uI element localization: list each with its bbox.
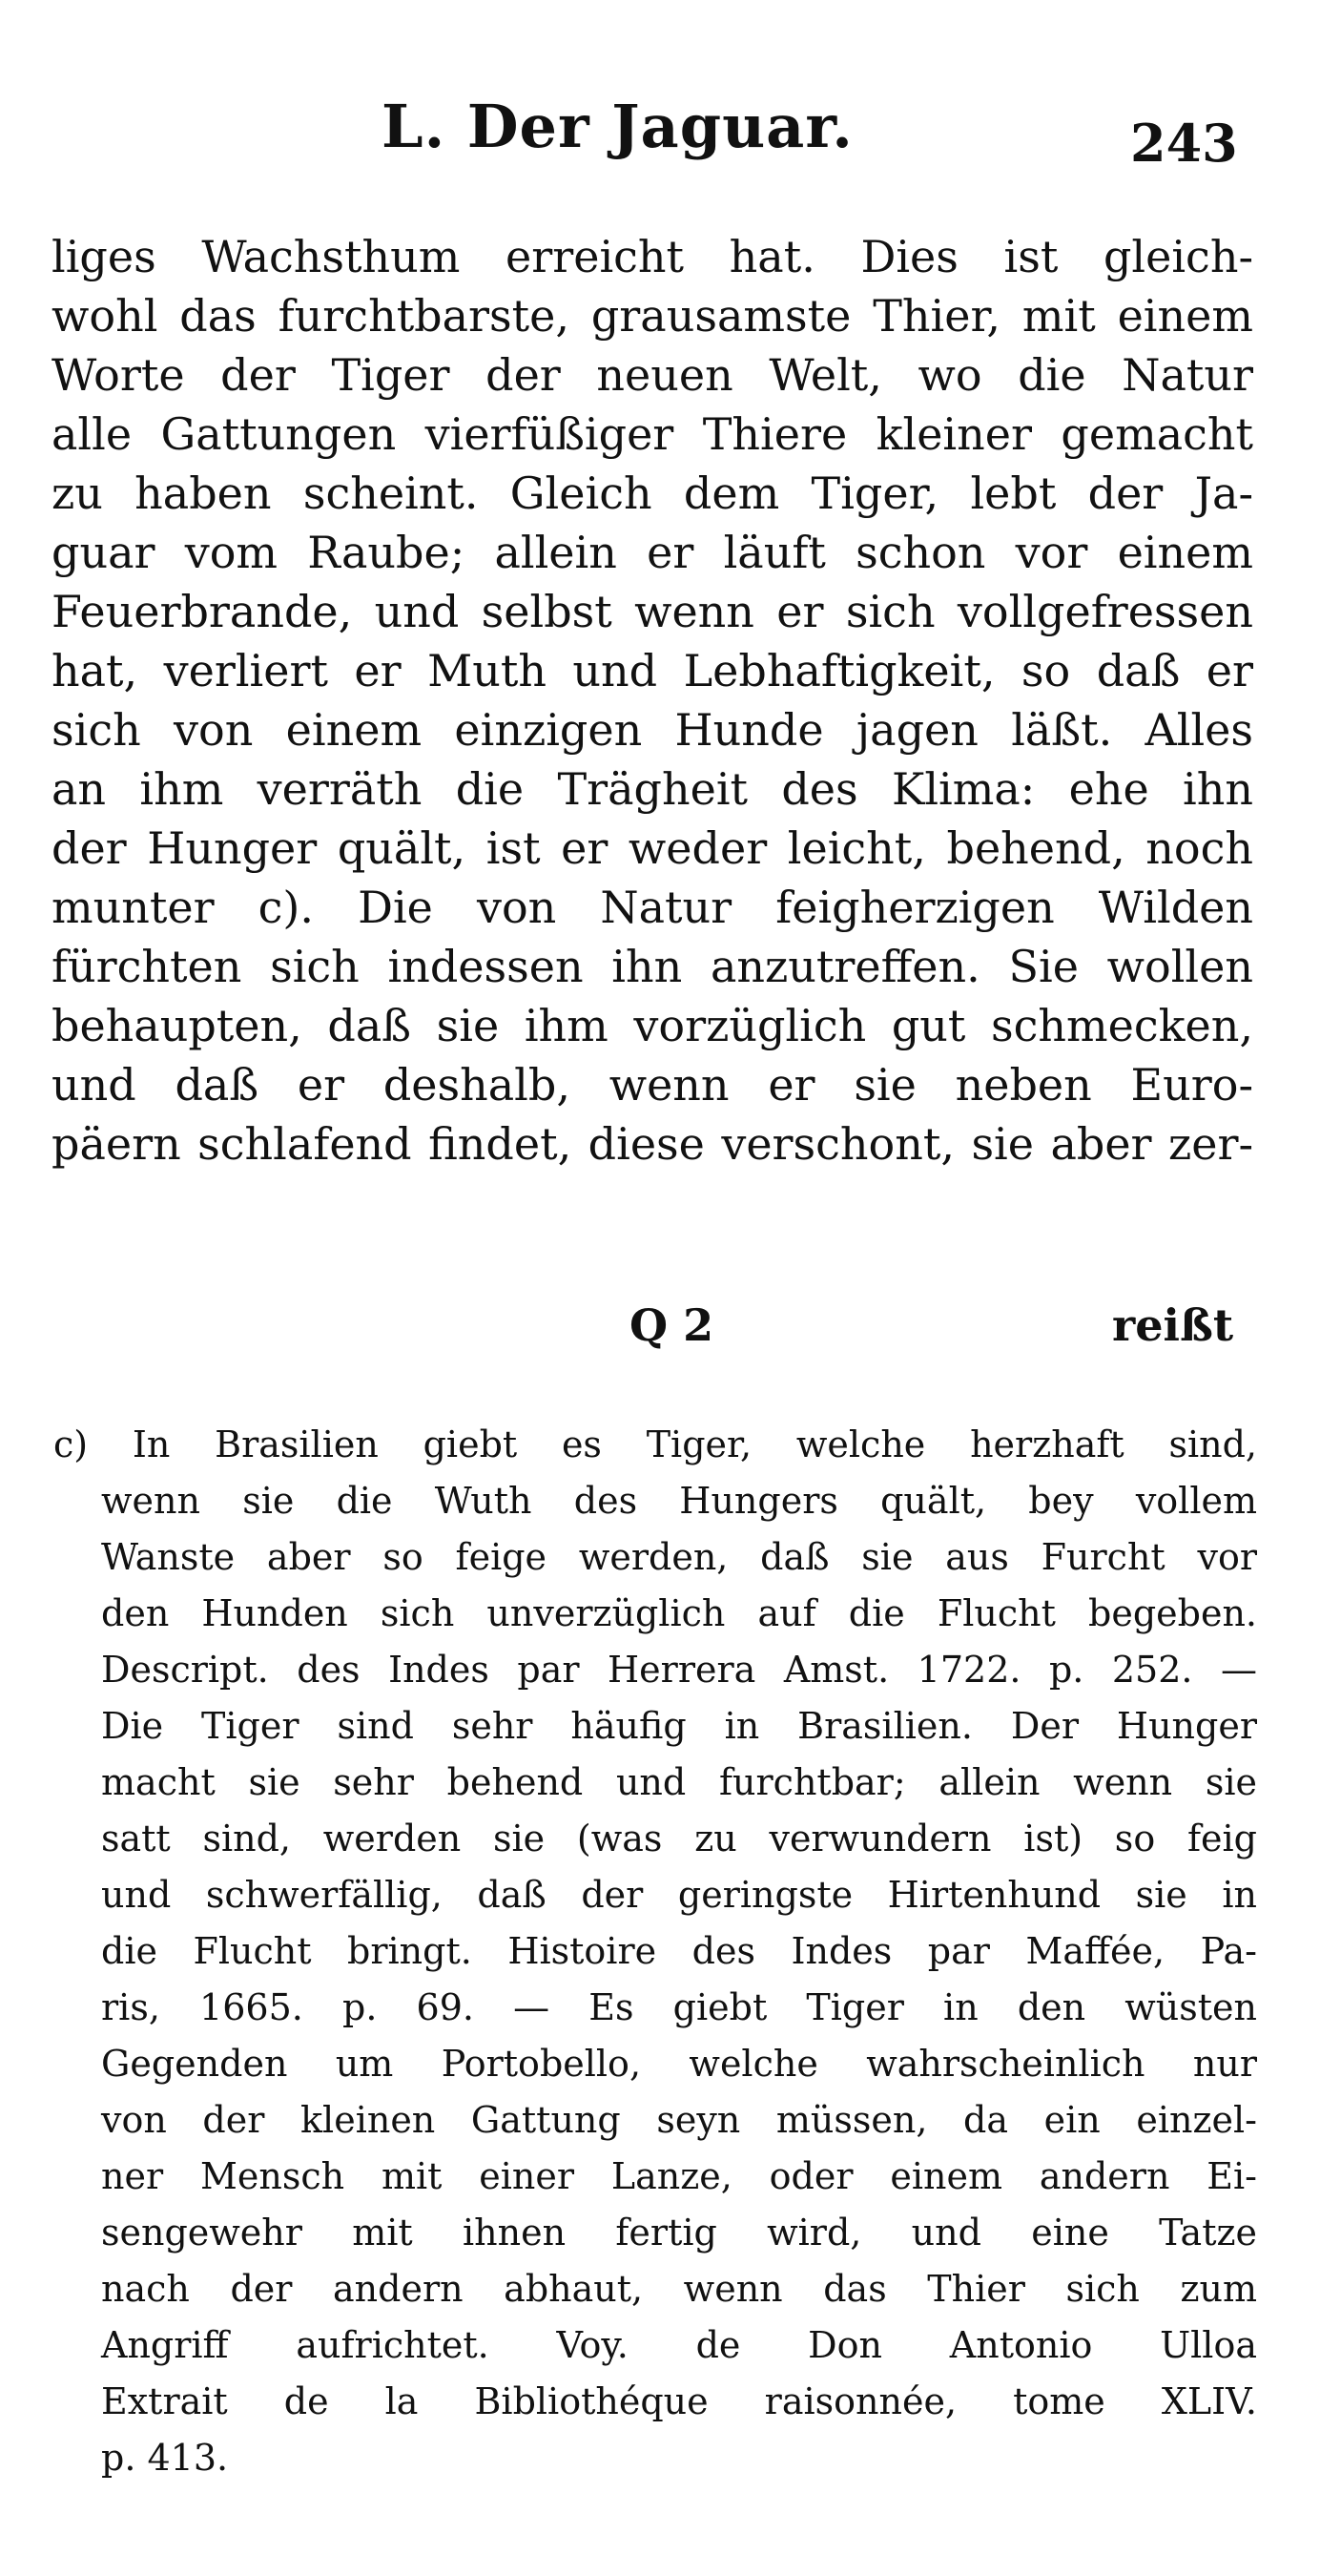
main-text [52, 227, 1253, 1174]
footnote-line: Gegenden um Portobello, welche wahrscheinlich nur [101, 2043, 1257, 2085]
text-line: Worte der Tiger der neuen Welt, wo die Natur [52, 349, 1253, 401]
text-line: päern schlafend findet, diese verschont, sie aber zer- [52, 1118, 1253, 1170]
footnote-line: nach der andern abhaut, wenn das Thier sich zum [101, 2268, 1257, 2310]
footnote-line: ris, 1665. p. 69. — Es giebt Tiger in den wüsten [101, 1986, 1257, 2028]
text-line: und daß er deshalb, wenn er sie neben Euro- [52, 1059, 1253, 1111]
footnote-line: Extrait de la Bibliothéque raisonnée, tome XLIV. [101, 2380, 1257, 2422]
text-line: alle Gattungen vierfüßiger Thiere kleiner gemacht [52, 408, 1253, 460]
text-line: munter c). Die von Natur feigherzigen Wilden [52, 882, 1253, 933]
footnote-line: wenn sie die Wuth des Hungers quält, bey vollem [101, 1480, 1257, 1522]
text-line: sich von einem einzigen Hunde jagen läßt. Alles [52, 704, 1253, 756]
text-line: wohl das furchtbarste, grausamste Thier, mit einem [52, 290, 1253, 342]
footnote-line: p. 413. [101, 2437, 229, 2479]
footnote-line: Die Tiger sind sehr häufig in Brasilien. Der Hunger [101, 1705, 1257, 1747]
text-line: zu haben scheint. Gleich dem Tiger, lebt der Ja- [52, 467, 1253, 519]
text-line: liges Wachsthum erreicht hat. Dies ist gleich- [52, 231, 1253, 282]
text-line: behaupten, daß sie ihm vorzüglich gut schmecken, [52, 1000, 1253, 1051]
footnote-line: Wanste aber so feige werden, daß sie aus Furcht vor [101, 1536, 1257, 1578]
footnote-line: und schwerfällig, daß der geringste Hirtenhund sie in [101, 1874, 1257, 1916]
footnote-line: den Hunden sich unverzüglich auf die Flucht begeben. [101, 1592, 1257, 1634]
footnote-line: die Flucht bringt. Histoire des Indes par Maffée, Pa- [101, 1930, 1257, 1972]
signature-line [0, 1299, 1320, 1359]
text-line: guar vom Raube; allein er läuft schon vor einem [52, 527, 1253, 578]
footnote-line: Angriff aufrichtet. Voy. de Don Antonio Ulloa [101, 2324, 1257, 2366]
footnote-line: satt sind, werden sie (was zu verwundern ist) so feig [101, 1818, 1257, 1859]
page-number: 243 [1130, 113, 1238, 174]
text-line: hat, verliert er Muth und Lebhaftigkeit, so daß er [52, 645, 1253, 696]
signature-mark: Q 2 [629, 1299, 714, 1351]
text-line: der Hunger quält, ist er weder leicht, behend, noch [52, 822, 1253, 874]
catchword: reißt [1112, 1299, 1234, 1351]
footnote-line: macht sie sehr behend und furchtbar; allein wenn sie [101, 1761, 1257, 1803]
footnote-line: c) In Brasilien giebt es Tiger, welche herzhaft sind, [53, 1423, 1257, 1465]
running-header: L. Der Jaguar. [382, 92, 854, 161]
footnote-line: Descript. des Indes par Herrera Amst. 1722. p. 252. — [101, 1649, 1257, 1691]
text-line: Feuerbrande, und selbst wenn er sich vollgefressen [52, 586, 1253, 637]
text-line: an ihm verräth die Trägheit des Klima: ehe ihn [52, 763, 1253, 815]
text-line: fürchten sich indessen ihn anzutreffen. Sie wollen [52, 941, 1253, 992]
footnote [53, 1417, 1257, 2486]
footnote-line: von der kleinen Gattung seyn müssen, da ein einzel- [101, 2099, 1257, 2141]
footnote-line: sengewehr mit ihnen fertig wird, und eine Tatze [101, 2212, 1257, 2254]
footnote-line: ner Mensch mit einer Lanze, oder einem andern Ei- [101, 2155, 1257, 2197]
